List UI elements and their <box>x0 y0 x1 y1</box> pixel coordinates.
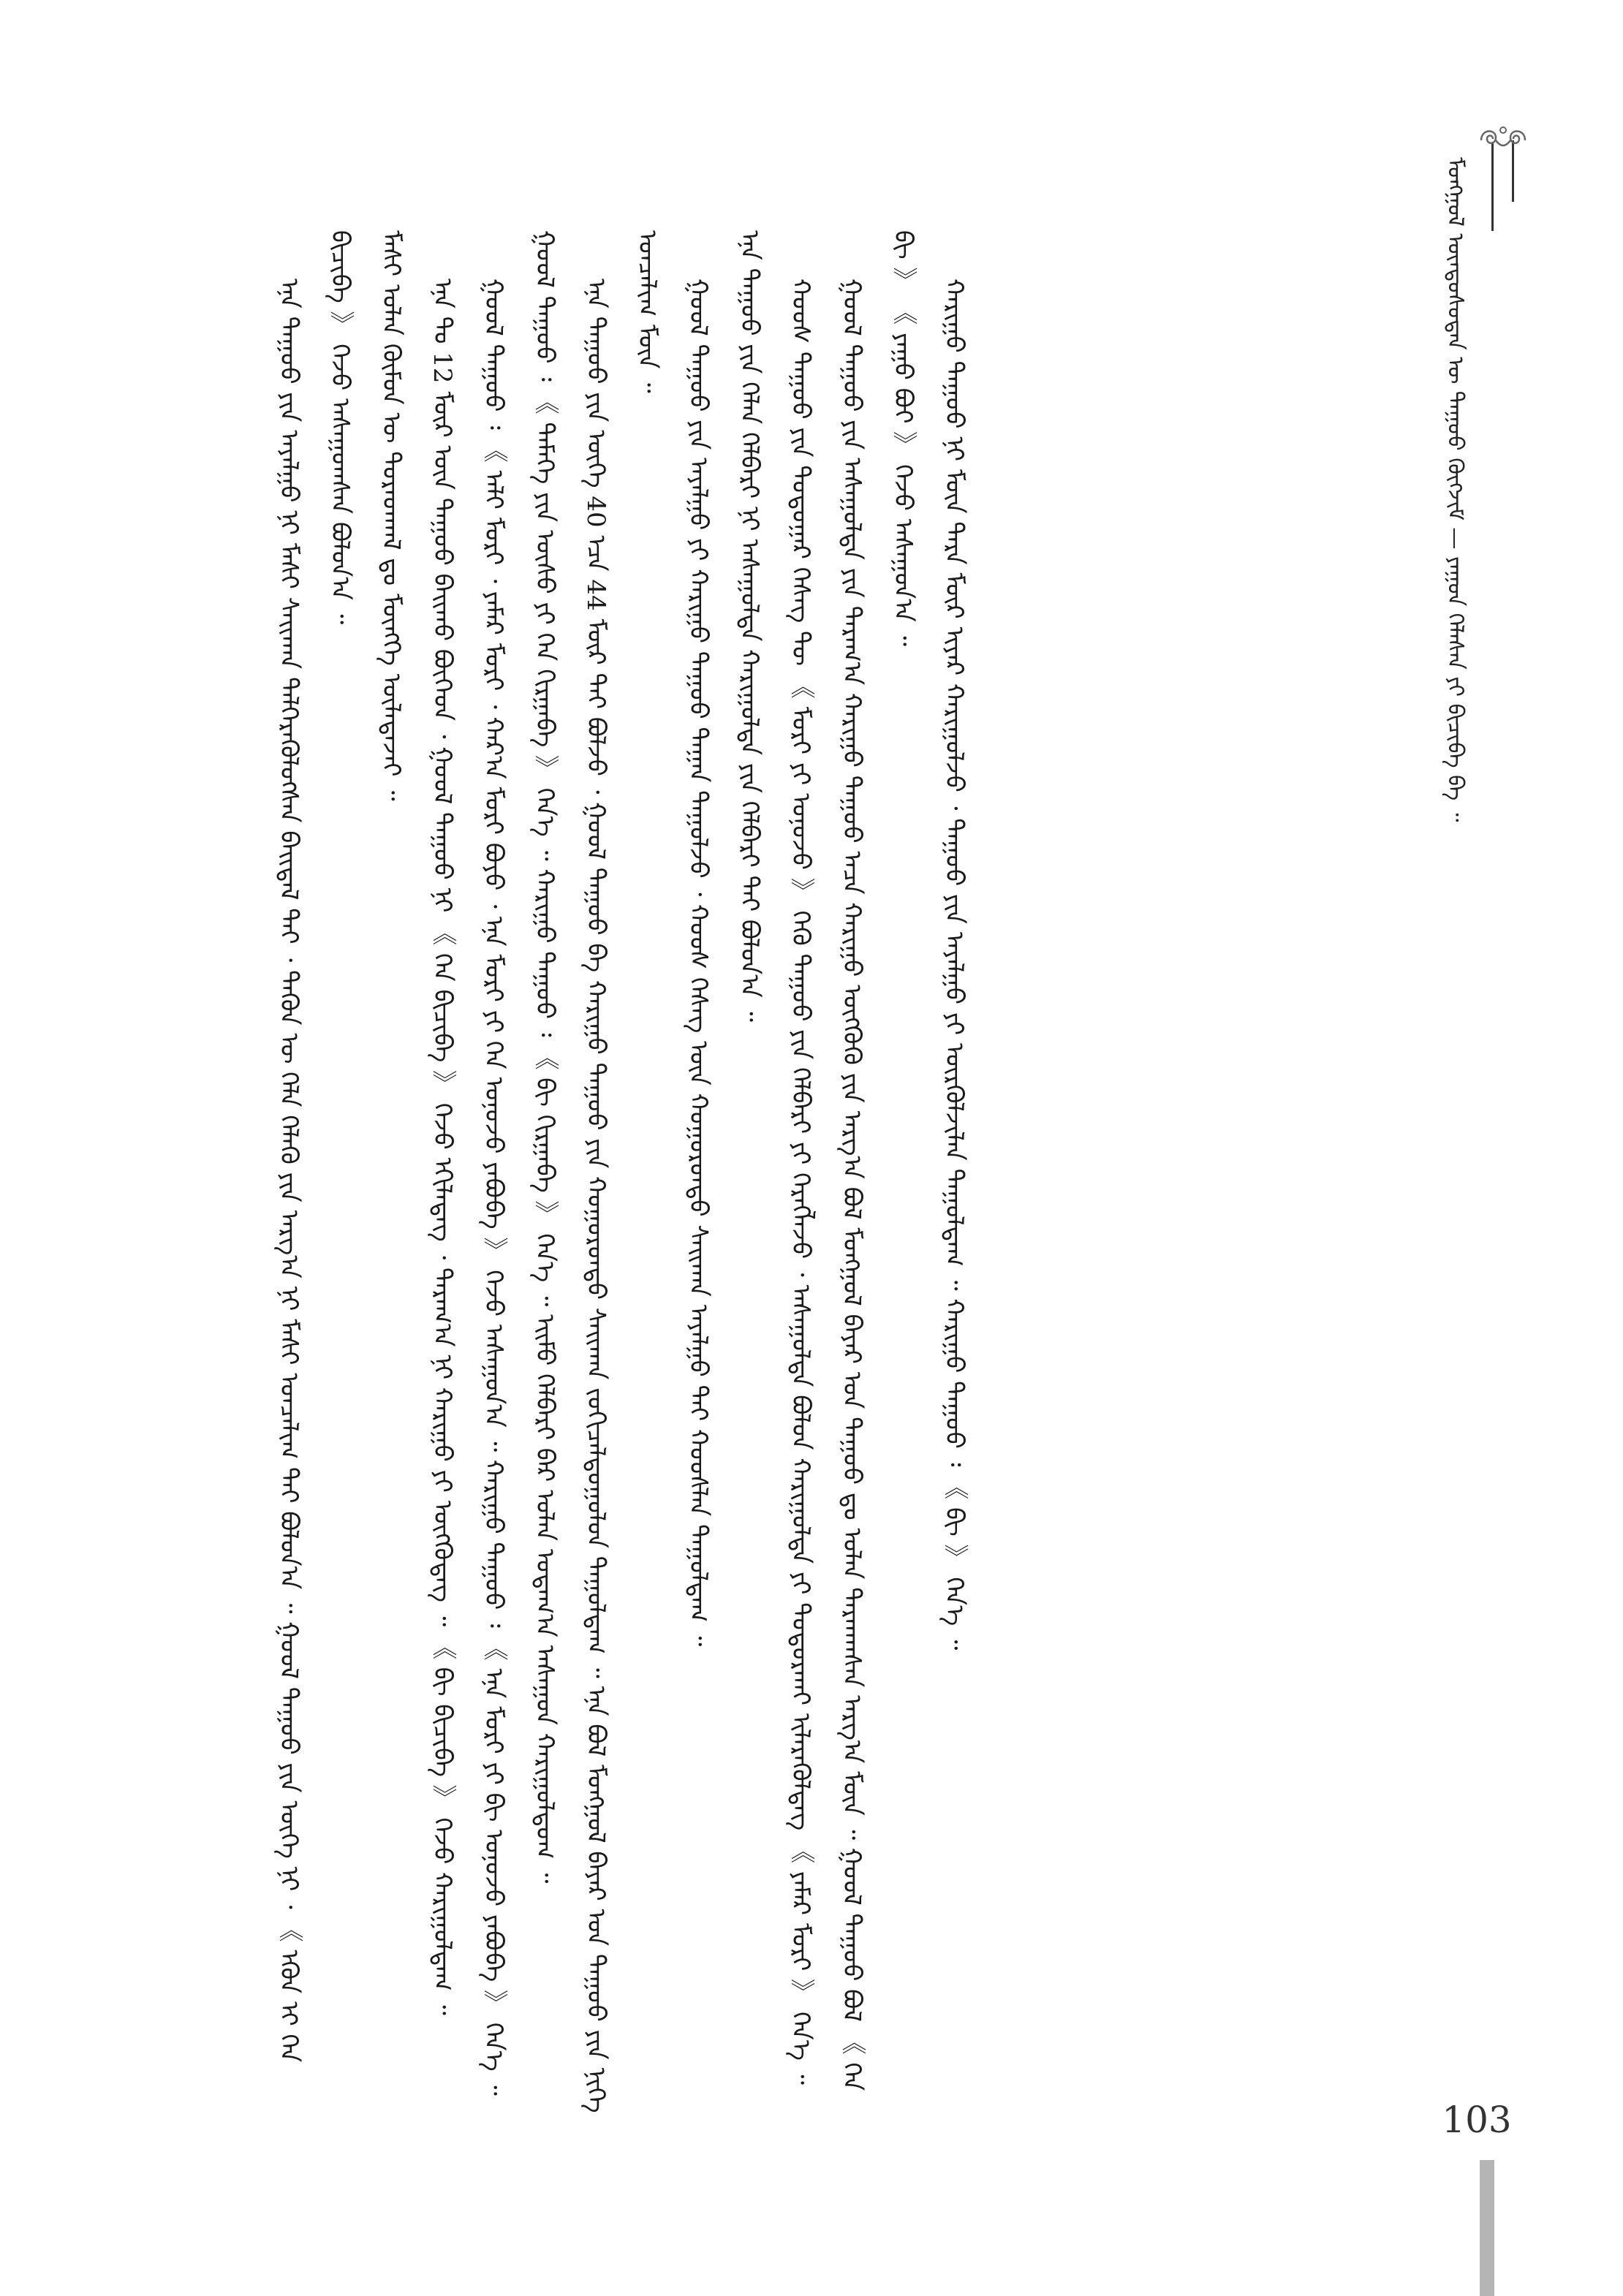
paragraph: ᠭᠣᠣᠯ ᠳᠠᠭᠤᠤ ᠶᠢᠨ ᠠᠶᠠᠯᠭᠤ ᠶᠢ ᠬᠠᠷᠢᠭᠤ ᠳᠠᠭᠤᠤ ᠳᠠᠭᠠᠨ ᠳᠠᠭᠤᠯᠵᠤ ᠂ ᠬᠣᠣᠰ ᠬᠡᠰᠡᠭ ᠦᠨ ᠬᠣᠭᠣᠷᠤᠨᠳᠤ ᠰᠠᠢᠬᠠᠨ ᠠᠶᠠᠯᠭᠤ ᠲᠠᠢ ᠬᠣᠣᠰᠯᠠᠨ ᠳᠠᠭᠤᠯᠳᠠᠭ ᠃ <box>684 279 713 1647</box>
paragraph: ᠡᠨᠡ ᠳᠠᠭᠤᠤ ᠶᠢᠨ ᠬᠡᠯᠡᠨ ᠬᠡᠯᠪᠡᠷᠢ ᠨᠢ ᠠᠰᠠᠭᠤᠯᠲᠠ ᠬᠠᠷᠢᠭᠤᠯᠲᠠ ᠶᠢᠨ ᠬᠡᠯᠪᠡᠷᠢ ᠲᠡᠢ ᠪᠣᠯᠤᠨ᠎ᠠ ᠃ <box>735 230 764 1023</box>
body-text <box>263 230 1404 2123</box>
paragraph: ᠭᠣᠣᠯ ᠳᠠᠭᠤᠤ ᠄ 《 ᠲᠡᠮᠡᠭᠡ ᠶᠢᠨ ᠦᠰᠦ ᠶᠢ ᠬᠡᠨ ᠬᠢᠷᠭᠠᠪᠠ 》 ᠭᠡᠨ᠎ᠡ ᠃ ᠬᠠᠷᠢᠭᠤ ᠳᠠᠭᠤᠤ ᠄ 《 ᠪᠢ ᠬᠢᠷᠭᠠᠪᠠ 》 ᠭᠡᠨ᠎ᠡ ᠃ ᠡᠢᠮᠦ ᠬᠡᠯᠪᠡᠷᠢ ᠪᠡᠷ ᠣᠯᠠᠨ ᠤᠳᠠᠭ᠎ᠠ ᠠᠰᠠᠭᠤᠨ ᠬᠠᠷᠢᠭᠤᠯᠳᠤᠭ ᠃ <box>530 230 559 1884</box>
page-edge-tab <box>1480 2160 1494 2296</box>
paragraph: ᠬᠣᠣᠰ ᠳᠠᠭᠤᠤ ᠶᠢᠨ ᠳᠤᠳᠤᠭᠠᠷ ᠬᠡᠰᠡᠭ ᠲᠦ 《 ᠮᠣᠷᠢ ᠶᠢ ᠤᠨᠤᠵᠤ 》 ᠭᠡᠬᠦ ᠳᠠᠭᠤᠤ ᠶᠢᠨ ᠬᠡᠯᠪᠡᠷᠢ ᠶᠢ ᠬᠡᠷᠡᠭᠯᠡᠵᠦ ᠂ ᠠᠰᠠᠭᠤᠯᠲᠠ ᠪᠣᠯᠤᠨ ᠬᠠᠷᠢᠭᠤᠯᠲᠠ ᠶᠢ ᠲᠣᠳᠣᠷᠬᠠᠢ ᠢᠯᠡᠷᠡᠭᠦᠯᠳᠡᠭ 《 ᠶᠠᠮᠠᠷ ᠮᠣᠷᠢ 》 ᠭᠡᠨ᠎ᠡ ᠃ <box>786 279 815 2085</box>
paragraph: ᠮᠠᠰᠢ ᠣᠯᠠᠨ ᠬᠦᠮᠦᠨ ᠦ ᠳᠤᠷᠠᠳᠬᠠᠯ ᠳᠤ ᠮᠥᠩᠬᠡ ᠦᠯᠡᠳᠡᠵᠡᠢ ᠃ <box>377 230 406 801</box>
paragraph: ᠭᠣᠣᠯ ᠳᠠᠭᠤᠤ ᠶᠢᠨ ᠠᠰᠠᠭᠤᠯᠲᠠ ᠶᠢᠨ ᠳᠠᠷᠠᠭ᠎ᠠ ᠬᠠᠷᠢᠭᠤ ᠳᠠᠭᠤᠤ ᠠᠴᠠ ᠬᠠᠷᠢᠭᠤ ᠥᠭᠭᠦᠬᠦ ᠶᠢᠨ ᠠᠷᠭ᠎ᠠ ᠪᠣᠯ ᠮᠣᠩᠭᠣᠯ ᠪᠠᠶᠠᠷ ᠤᠨ ᠳᠠᠭᠤᠤ ᠳᠤ ᠣᠯᠠᠨ ᠲᠠᠷᠬᠠᠭᠰᠠᠨ ᠠᠷᠭ᠎ᠠ ᠮᠥᠨ ᠃ ᠭᠣᠣᠯ ᠳᠠᠭᠤᠤ ᠪᠣᠯ 《 ᠬᠡᠨ ᠪᠢ 》 《 ᠶᠠᠭᠤ ᠪᠣᠢ 》 ᠭᠡᠵᠦ ᠠᠰᠠᠭᠤᠨ᠎ᠠ ᠃ <box>837 230 918 2091</box>
paragraph: ᠭᠣᠣᠯ ᠳᠠᠭᠤᠤ ᠄ 《 ᠠᠯᠢ ᠮᠣᠷᠢ ᠂ ᠶᠠᠮᠠᠷ ᠮᠣᠷᠢ ᠂ ᠬᠠᠷ᠎ᠠ ᠮᠣᠷᠢ ᠪᠤᠶᠤ ᠂ ᠡᠨᠡ ᠮᠣᠷᠢ ᠶᠢ ᠬᠡᠨ ᠤᠨᠤᠵᠤ ᠶᠠᠪᠤᠪᠠ 》 ᠭᠡᠵᠦ ᠠᠰᠠᠭᠤᠨ᠎ᠠ ᠃ ᠬᠠᠷᠢᠭᠤ ᠳᠠᠭᠤᠤ ᠄ 《 ᠡᠨᠡ ᠮᠣᠷᠢ ᠶᠢ ᠪᠢ ᠤᠨᠤᠵᠤ ᠶᠠᠪᠤᠪᠠ 》 ᠭᠡᠨ᠎ᠡ ᠃ <box>479 279 508 2096</box>
paragraph: ᠡᠨᠡ ᠳᠠᠭᠤᠤ ᠶᠢᠨ ᠦᠭᠡ 40 ᠡᠴᠡ 44 ᠮᠥᠷ ᠲᠡᠢ ᠪᠣᠯᠵᠤ ᠂ ᠭᠣᠣᠯ ᠳᠠᠭᠤᠤ ᠪᠠ ᠬᠠᠷᠢᠭᠤ ᠳᠠᠭᠤᠤ ᠶᠢᠨ ᠬᠣᠭᠣᠷᠤᠨᠳᠤ ᠰᠠᠢᠬᠠᠨ ᠵᠣᠬᠢᠴᠠᠯᠳᠤᠭᠤᠯᠤᠨ ᠳᠠᠭᠤᠯᠳᠠᠭ ᠃ ᠡᠨᠡ ᠪᠣᠯ ᠮᠣᠩᠭᠣᠯ ᠪᠠᠶᠠᠷ ᠤᠨ ᠳᠠᠭᠤᠤ ᠶᠢᠨ ᠨᠢᠭᠡ ᠣᠨᠴᠠᠯᠢᠭ ᠮᠥᠨ ᠃ <box>581 230 662 2113</box>
paragraph: ᠡᠨᠡ ᠳᠠᠭᠤᠤ ᠶᠢᠨ ᠠᠶᠠᠯᠭᠤ ᠨᠢ ᠮᠠᠰᠢ ᠰᠠᠢᠬᠠᠨ ᠳᠡᠯᠭᠡᠷᠡᠭᠦᠯᠦᠭᠰᠡᠨ ᠪᠠᠢᠳᠠᠯ ᠲᠠᠢ ᠂ ᠲᠡᠭᠦᠨ ᠦ ᠬᠡᠯᠡ ᠬᠡᠯᠡᠬᠦ ᠶᠢᠨ ᠠᠷᠭ᠎ᠠ ᠨᠢ ᠮᠠᠰᠢ ᠣᠨᠴᠠᠯᠢᠭ ᠲᠠᠢ ᠪᠣᠯᠤᠨ᠎ᠠ ᠃ ᠭᠣᠣᠯ ᠳᠠᠭᠤᠤ ᠶᠢᠨ ᠦᠭᠡ ᠨᠢ ᠂ 《 ᠡᠭᠦᠨ ᠢ ᠬᠡᠨ ᠪᠢᠴᠢᠪᠡ 》 ᠭᠡᠵᠦ ᠠᠰᠠᠭᠤᠭᠰᠠᠨ ᠪᠣᠯᠤᠨ᠎ᠠ ᠃ <box>274 230 355 2063</box>
running-head: ᠮᠣᠩᠭᠣᠯ ᠦᠨᠳᠦᠰᠦᠲᠡᠨ ᠦ ᠳᠠᠭᠤᠤ ᠬᠥᠭᠵᠢᠮ — ᠶᠠᠭᠤᠨ ᠬᠡᠯᠡᠰᠡᠨ ᠶᠢ ᠪᠢᠴᠢᠪᠡ ᠪᠡ ᠃ <box>1442 157 1468 822</box>
page-number: 103 <box>1442 2099 1512 2141</box>
scroll-ornament-icon <box>1474 121 1532 159</box>
paragraph: ᠡᠨᠡ ᠲᠤ 12 ᠮᠥᠷ ᠦᠨ ᠳᠠᠭᠤᠤ ᠪᠠᠢᠬᠤ ᠪᠥᠭᠡᠳ ᠂ ᠭᠣᠣᠯ ᠳᠠᠭᠤᠤ ᠨᠢ 《 ᠬᠡᠨ ᠪᠢᠴᠢᠪᠡ 》 ᠭᠡᠵᠦ ᠡᠬᠢᠯᠡᠳᠡᠭ ᠂ ᠳᠠᠷᠠᠭ᠎ᠠ ᠨᠢ ᠬᠠᠷᠢᠭᠤ ᠶᠢ ᠥᠭᠭᠦᠳᠡᠭ ᠃ 《 ᠪᠢ ᠪᠢᠴᠢᠪᠡ 》 ᠭᠡᠵᠦ ᠬᠠᠷᠢᠭᠤᠯᠳᠠᠭ ᠃ <box>428 279 457 2015</box>
paragraph: ᠬᠠᠷᠢᠭᠤ ᠳᠠᠭᠤᠤ ᠨᠢ ᠮᠥᠨ ᠲᠡᠷᠡ ᠮᠥᠷ ᠢᠶᠡᠷ ᠬᠠᠷᠢᠭᠤᠯᠵᠤ ᠂ ᠳᠠᠭᠤᠤ ᠶᠢᠨ ᠠᠶᠠᠯᠭᠤ ᠶᠢ ᠦᠷᠭᠦᠯᠵᠢᠯᠡᠨ ᠳᠠᠭᠤᠯᠳᠠᠭ ᠃ ᠬᠠᠷᠢᠭᠤ ᠳᠠᠭᠤᠤ ᠄ 《 ᠪᠢ 》 ᠭᠡᠨ᠎ᠡ ᠃ <box>939 279 969 1651</box>
